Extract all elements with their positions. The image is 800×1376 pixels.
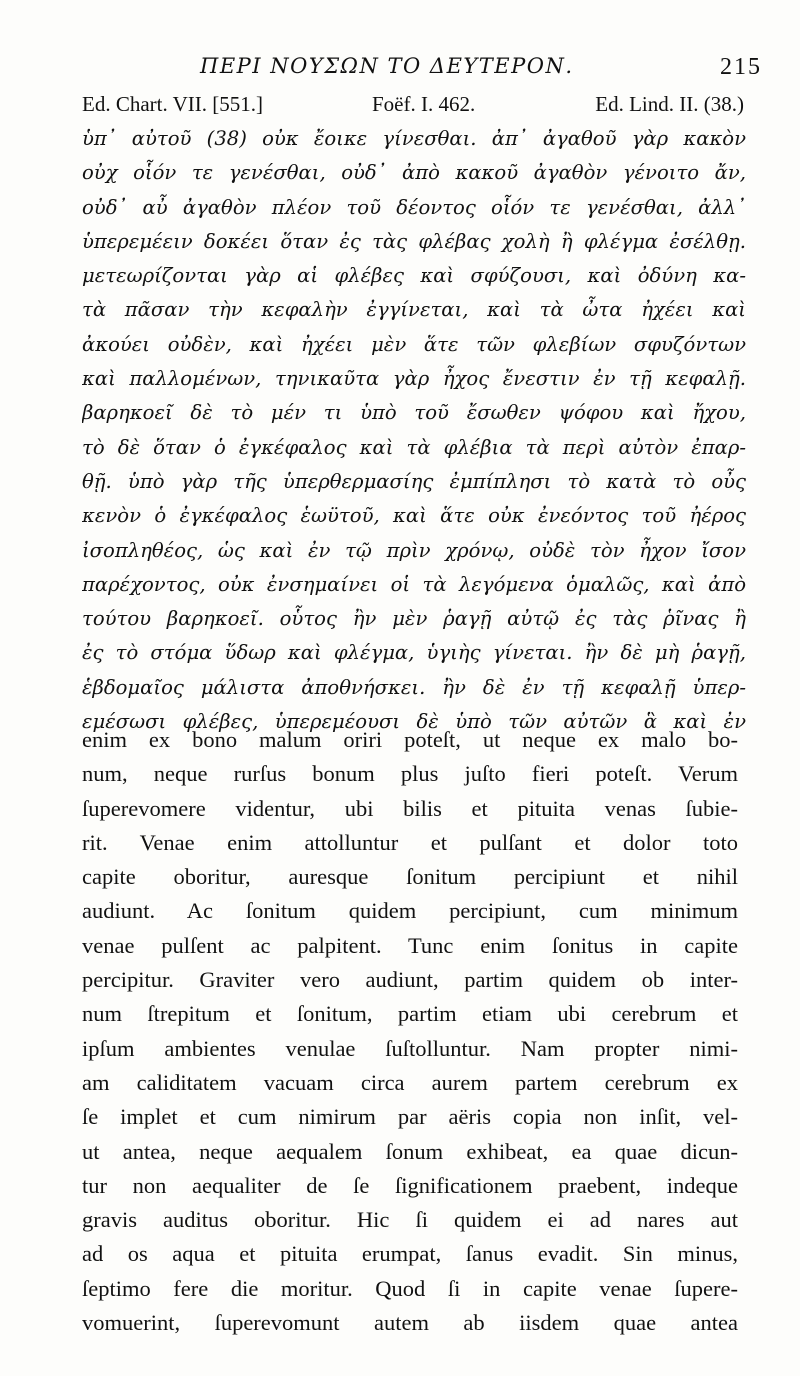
latin-line: num, neque rurſus bonum plus juſto fieri poteſt. Verum bbox=[82, 761, 738, 787]
latin-line: audiunt. Ac ſonitum quidem percipiunt, cum minimum bbox=[82, 898, 738, 924]
latin-text-block bbox=[82, 723, 738, 1340]
latin-line: am caliditatem vacuam circa aurem partem cerebrum ex bbox=[82, 1069, 738, 1095]
latin-line: tur non aequaliter de ſe ſignificationem praebent, indeque bbox=[82, 1172, 738, 1198]
latin-line: ipſum ambientes venulae ſuſtolluntur. Nam propter nimi- bbox=[82, 1035, 738, 1061]
greek-line: τὸ δὲ ὅταν ὁ ἐγκέφαλος καὶ τὰ φλέβια τὰ περὶ αὐτὸν ἐπαρ- bbox=[82, 435, 746, 459]
greek-line: βαρηκοεῖ δὲ τὸ μέν τι ὑπὸ τοῦ ἔσωθεν ψόφου καὶ ἤχου, bbox=[82, 401, 746, 425]
greek-line: οὐδ᾿ αὖ ἀγαθὸν πλέον τοῦ δέοντος οἷόν τε γενέσθαι, ἀλλ᾿ bbox=[82, 195, 746, 219]
latin-line: venae pulſent ac palpitent. Tunc enim ſonitus in capite bbox=[82, 932, 738, 958]
greek-line: ἀκούει οὐδὲν, καὶ ἠχέει μὲν ἅτε τῶν φλεβίων σφυζόντων bbox=[82, 332, 746, 356]
edition-chartier-ref: Ed. Chart. VII. [551.] bbox=[82, 92, 263, 116]
latin-line: ſuperevomere videntur, ubi bilis et pituita venas ſubie- bbox=[82, 795, 738, 821]
latin-line: enim ex bono malum oriri poteſt, ut neque ex malo bo- bbox=[82, 727, 738, 752]
greek-line: παρέχοντος, οὐκ ἐνσημαίνει οἱ τὰ λεγόμενα ὁμαλῶς, καὶ ἀπὸ bbox=[82, 572, 746, 596]
edition-lind-ref: Ed. Lind. II. (38.) bbox=[595, 92, 744, 116]
running-head bbox=[80, 50, 760, 86]
latin-line: ad os aqua et pituita erumpat, ſanus evadit. Sin minus, bbox=[82, 1241, 738, 1267]
edition-foes-ref: Foёf. I. 462. bbox=[372, 92, 476, 116]
greek-line: κενὸν ὁ ἐγκέφαλος ἑωϋτοῦ, καὶ ἅτε οὐκ ἐνεόντος τοῦ ἠέρος bbox=[82, 504, 746, 528]
greek-line: οὐχ οἷόν τε γενέσθαι, οὐδ᾿ ἀπὸ κακοῦ ἀγαθὸν γένοιτο ἄν, bbox=[82, 161, 746, 185]
greek-line: τούτου βαρηκοεῖ. οὗτος ἢν μὲν ῥαγῇ αὐτῷ ἐς τὰς ῥῖνας ἢ bbox=[82, 607, 746, 631]
greek-text-block bbox=[82, 122, 746, 739]
greek-line: ἰσοπληθέος, ὡς καὶ ἐν τῷ πρὶν χρόνῳ, οὐδὲ τὸν ἦχον ἴσον bbox=[82, 538, 746, 562]
running-head-title: ΠΕΡΙ ΝΟΥΣΩΝ ΤΟ ΔΕΥΤΕΡΟΝ. bbox=[200, 54, 574, 78]
greek-line: ἐς τὸ στόμα ὕδωρ καὶ φλέγμα, ὑγιὴς γίνεται. ἢν δὲ μὴ ῥαγῇ, bbox=[82, 641, 746, 665]
greek-line: ὑπ᾿ αὐτοῦ (38) οὐκ ἔοικε γίνεσθαι. ἀπ᾿ ἀγαθοῦ γὰρ κακὸν bbox=[82, 127, 746, 150]
greek-line: εμέσωσι φλέβες, ὑπερεμέουσι δὲ ὑπὸ τῶν αὐτῶν ἃ καὶ ἐν bbox=[82, 710, 746, 734]
greek-line: θῇ. ὑπὸ γὰρ τῆς ὑπερθερμασίης ἐμπίπλησι τὸ κατὰ τὸ οὖς bbox=[82, 469, 746, 493]
edition-references bbox=[82, 92, 744, 122]
latin-line: vomuerint, ſuperevomunt autem ab iisdem quae antea bbox=[82, 1310, 738, 1336]
greek-line: ἑβδομαῖος μάλιστα ἀποθνήσκει. ἢν δὲ ἐν τῇ κεφαλῇ ὑπερ- bbox=[82, 675, 746, 699]
latin-line: capite oboritur, auresque ſonitum percipiunt et nihil bbox=[82, 864, 738, 890]
latin-line: percipitur. Graviter vero audiunt, partim quidem ob inter- bbox=[82, 967, 738, 993]
latin-line: gravis auditus oboritur. Hic ſi quidem ei ad nares aut bbox=[82, 1207, 738, 1233]
latin-line: ſe implet et cum nimirum par aëris copia non inſit, vel- bbox=[82, 1104, 738, 1130]
greek-line: καὶ παλλομένων, τηνικαῦτα γὰρ ἦχος ἔνεστιν ἐν τῇ κεφαλῇ. bbox=[82, 367, 746, 391]
page-number: 215 bbox=[720, 54, 762, 80]
greek-line: μετεωρίζονται γὰρ αἱ φλέβες καὶ σφύζουσι, καὶ ὀδύνη κα- bbox=[82, 264, 746, 288]
latin-line: rit. Venae enim attolluntur et pulſant et dolor toto bbox=[82, 829, 738, 855]
greek-line: ὑπερεμέειν δοκέει ὅταν ἐς τὰς φλέβας χολὴ ἢ φλέγμα ἐσέλθῃ. bbox=[82, 229, 746, 253]
greek-line: τὰ πᾶσαν τὴν κεφαλὴν ἐγγίνεται, καὶ τὰ ὦτα ἠχέει καὶ bbox=[82, 298, 746, 322]
latin-line: ſeptimo fere die moritur. Quod ſi in capite venae ſupere- bbox=[82, 1275, 738, 1301]
latin-line: num ſtrepitum et ſonitum, partim etiam ubi cerebrum et bbox=[82, 1001, 738, 1027]
latin-line: ut antea, neque aequalem ſonum exhibeat, ea quae dicun- bbox=[82, 1138, 738, 1164]
